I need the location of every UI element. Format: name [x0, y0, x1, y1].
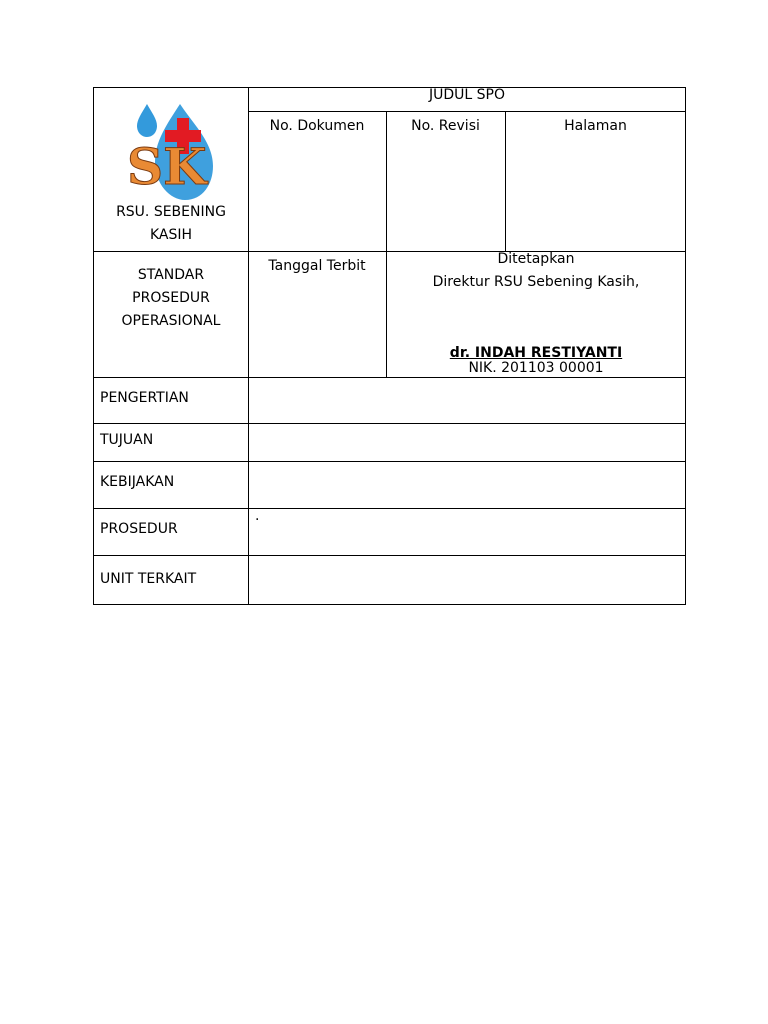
page-label: Halaman: [564, 118, 627, 134]
divider-row7: [93, 555, 686, 556]
logo-drop-small: [137, 104, 157, 137]
divider-row4: [93, 423, 686, 424]
logo-letters: SK: [127, 137, 207, 196]
divider-col-revisi: [386, 111, 387, 377]
revision-label: No. Revisi: [411, 118, 480, 134]
director-label: Direktur RSU Sebening Kasih,: [432, 274, 640, 290]
section-content-prosedur: .: [255, 508, 260, 524]
section-label-pengertian: PENGERTIAN: [100, 390, 189, 406]
document-title: JUDUL SPO: [428, 87, 505, 103]
org-name-line2: KASIH: [149, 227, 193, 243]
section-label-kebijakan: KEBIJAKAN: [100, 474, 175, 490]
sop-line2: PROSEDUR: [132, 290, 210, 306]
divider-row5: [93, 461, 686, 462]
section-label-tujuan: TUJUAN: [100, 432, 154, 448]
issue-date-label: Tanggal Terbit: [268, 258, 366, 274]
signer-name: dr. INDAH RESTIYANTI: [449, 345, 623, 361]
divider-title: [248, 111, 686, 112]
section-label-prosedur: PROSEDUR: [100, 521, 178, 537]
hospital-logo: [125, 102, 215, 202]
divider-row6: [93, 508, 686, 509]
doc-number-label: No. Dokumen: [269, 118, 365, 134]
sop-line3: OPERASIONAL: [121, 313, 221, 329]
signer-nik: NIK. 201103 00001: [468, 360, 604, 376]
approved-label: Ditetapkan: [497, 251, 575, 267]
org-name-line1: RSU. SEBENING: [116, 204, 226, 220]
section-label-unit-terkait: UNIT TERKAIT: [100, 571, 197, 587]
divider-col-main: [248, 87, 249, 605]
sop-line1: STANDAR: [137, 267, 205, 283]
